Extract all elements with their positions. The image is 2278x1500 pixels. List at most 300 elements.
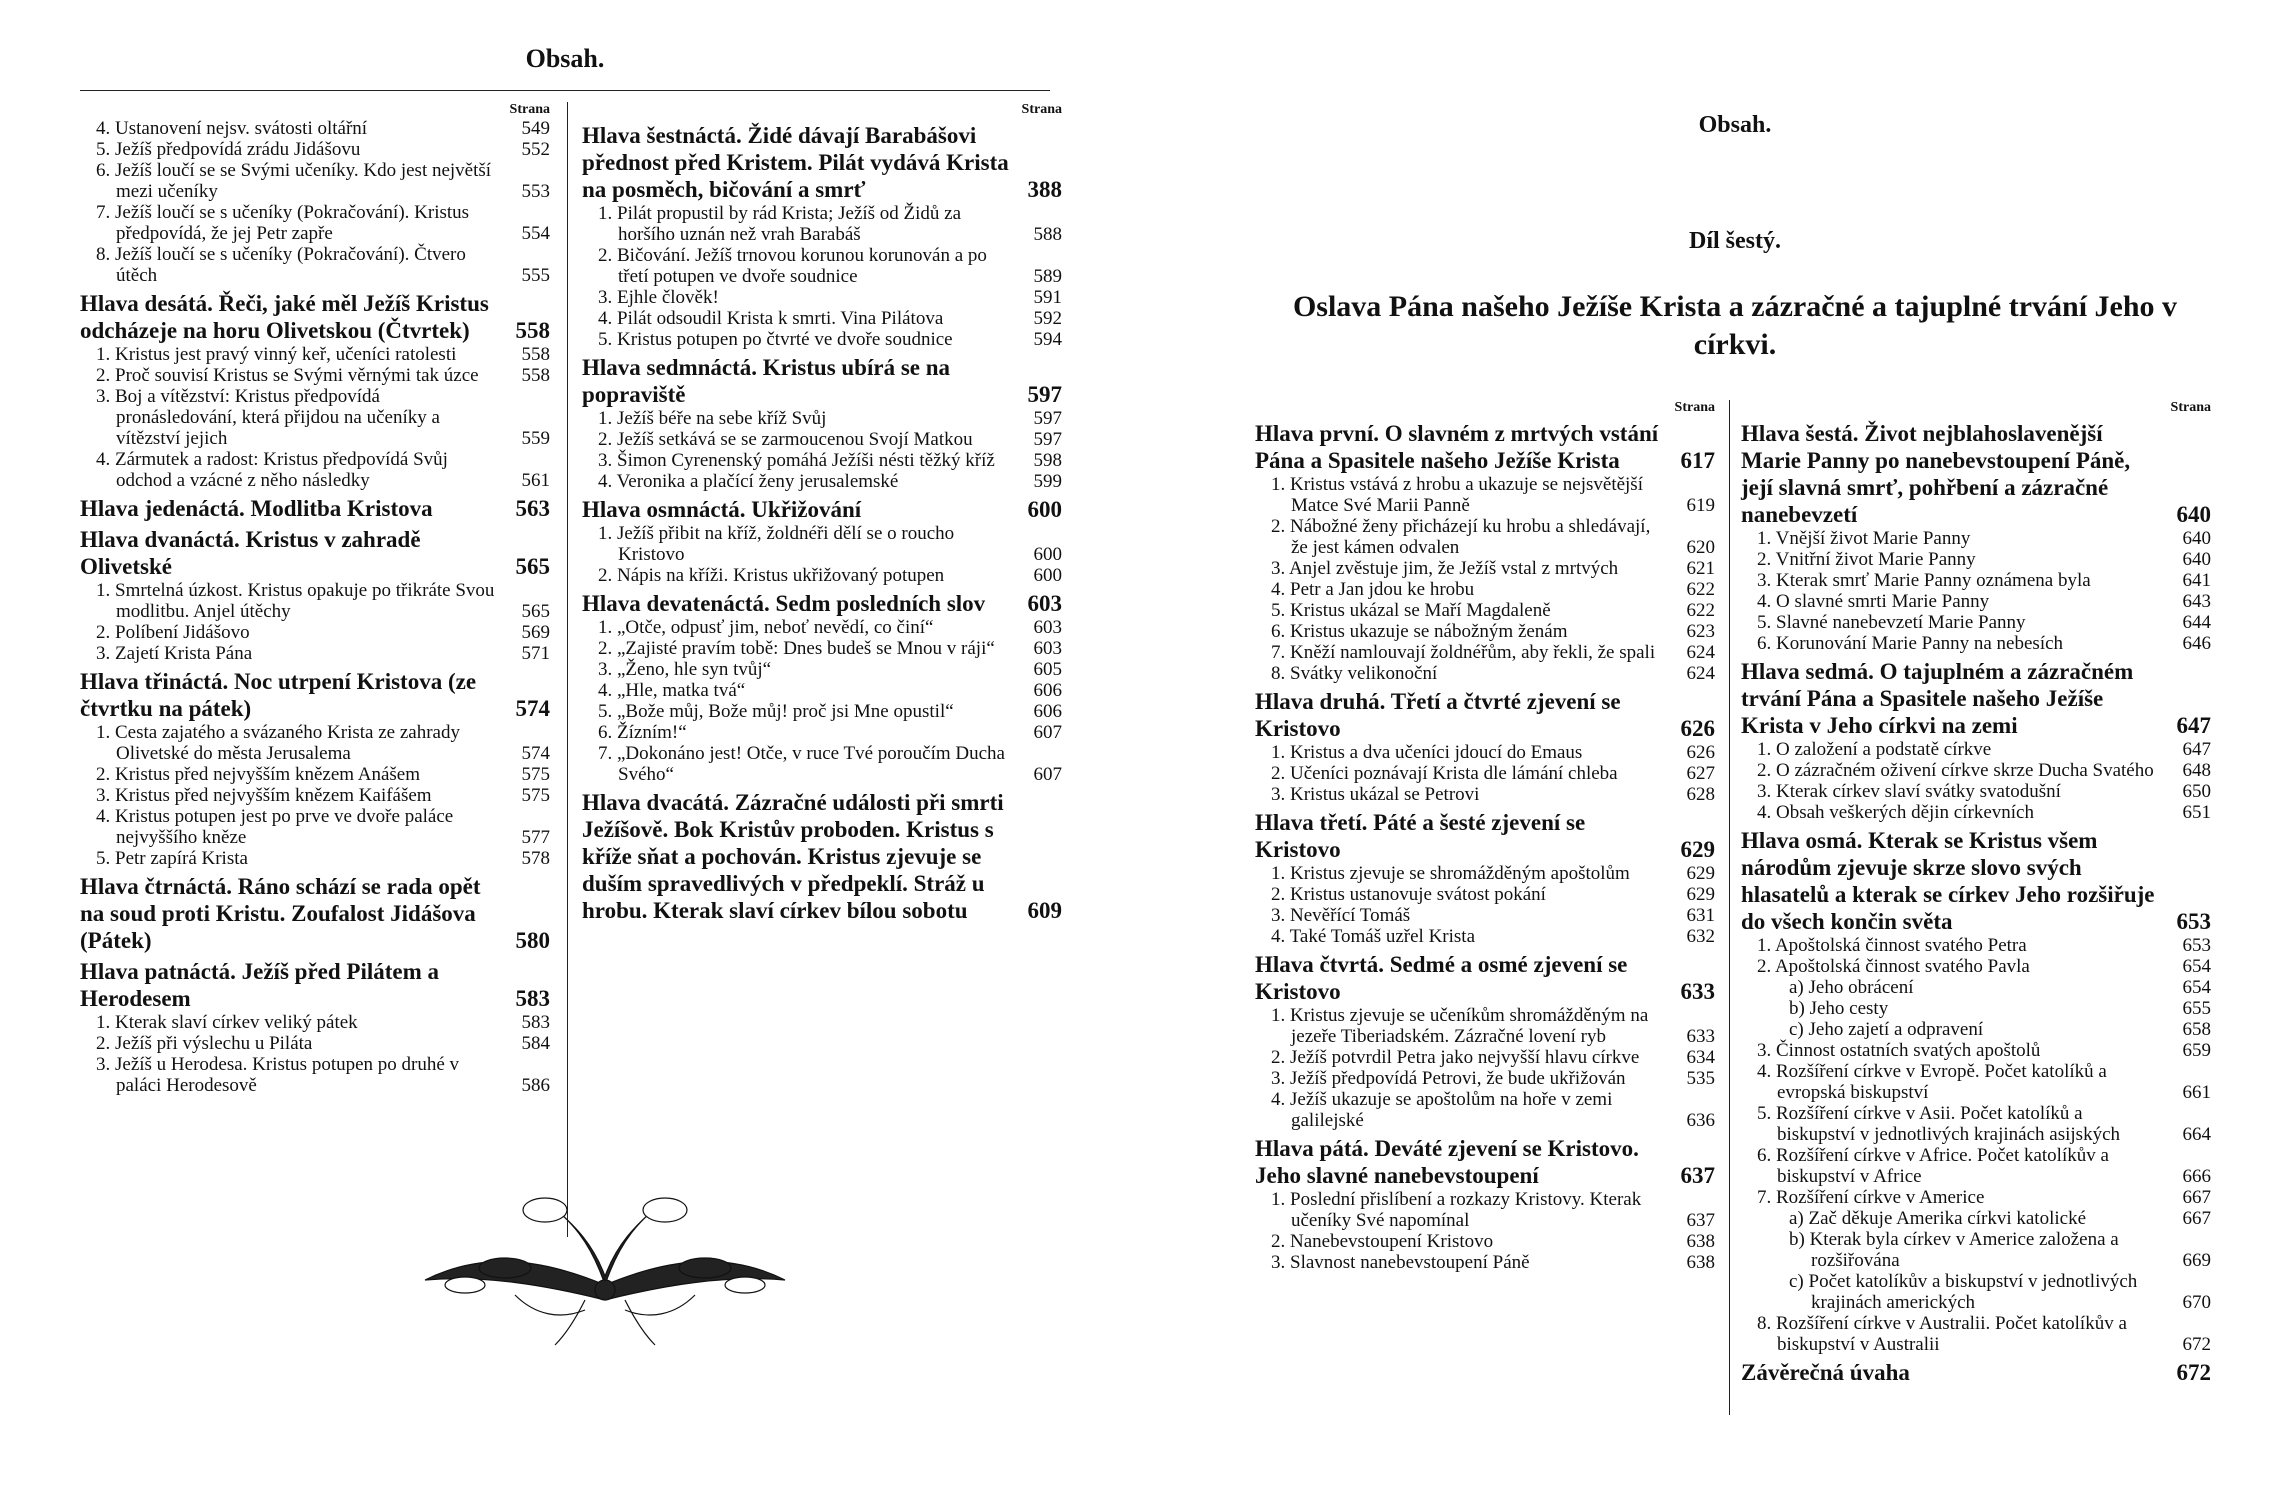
- toc-page-number: 653: [2173, 908, 2212, 935]
- toc-entry-title: Hlava šestnáctá. Židé dávají Barabášovi přednost před Kristem. Pilát vydává Krista na posměch, bičování a smrť: [582, 123, 1009, 202]
- toc-entry-title: Hlava patnáctá. Ježíš před Pilátem a Herodesem: [80, 959, 440, 1011]
- toc-chapter-entry: [80, 873, 550, 954]
- toc-page-number: 641: [2182, 570, 2211, 591]
- toc-entry-title: 4. O slavné smrti Marie Panny: [1757, 591, 1990, 612]
- column-divider: [1729, 400, 1730, 1415]
- toc-page-number: 600: [1024, 496, 1063, 523]
- toc-entry: [80, 643, 550, 664]
- toc-entry-title: 5. „Bože můj, Bože můj! proč jsi Mne opustil“: [598, 701, 954, 722]
- toc-page-number: 659: [2182, 1040, 2211, 1061]
- right-page: [1255, 0, 2215, 1500]
- toc-entry: [582, 203, 1062, 245]
- toc-entry: [1741, 760, 2211, 781]
- toc-chapter-entry: [80, 958, 550, 1012]
- toc-entry: [80, 1054, 550, 1096]
- toc-page-number: 653: [2182, 935, 2211, 956]
- toc-entry: [1255, 926, 1715, 947]
- toc-entry-title: Hlava desátá. Řeči, jaké měl Ježíš Kristus odcházeje na horu Olivetskou (Čtvrtek): [80, 291, 489, 343]
- toc-page-number: 609: [1024, 897, 1063, 924]
- toc-page-number: 580: [512, 927, 551, 954]
- toc-entry: [1741, 1040, 2211, 1061]
- toc-entry-title: 3. „Ženo, hle syn tvůj“: [598, 659, 772, 680]
- toc-page-number: 619: [1686, 495, 1715, 516]
- strana-label: Strana: [509, 102, 550, 117]
- toc-page-number: 606: [1033, 701, 1062, 722]
- toc-entry-title: 1. O založení a podstatě církve: [1757, 739, 1992, 760]
- toc-entry: [80, 806, 550, 848]
- toc-entry-title: 5. Slavné nanebevzetí Marie Panny: [1757, 612, 2026, 633]
- toc-chapter-entry: [582, 354, 1062, 408]
- toc-entry-title: 2. Vnitřní život Marie Panny: [1757, 549, 1976, 570]
- toc-entry-title: 3. Kterak smrť Marie Panny oznámena byla: [1757, 570, 2091, 591]
- toc-page-number: 558: [521, 344, 550, 365]
- toc-entry-title: Hlava čtrnáctá. Ráno schází se rada opět na soud proti Kristu. Zoufalost Jidášova (Pátek): [80, 874, 481, 953]
- toc-entry-title: 5. Kristus potupen po čtvrté ve dvoře soudnice: [598, 329, 953, 350]
- toc-entry: [1741, 1313, 2211, 1355]
- toc-entry: [1741, 802, 2211, 823]
- toc-entry-title: Hlava třetí. Páté a šesté zjevení se Kristovo: [1255, 810, 1586, 862]
- toc-page-number: 647: [2173, 712, 2212, 739]
- toc-page-number: 597: [1033, 408, 1062, 429]
- toc-entry-title: 1. Poslední přislíbení a rozkazy Kristovy. Kterak učeníky Své napomínal: [1271, 1189, 1642, 1231]
- toc-entry: [1255, 558, 1715, 579]
- toc-entry: [1741, 956, 2211, 977]
- toc-entry: [1741, 1019, 2211, 1040]
- toc-page-number: 600: [1033, 544, 1062, 565]
- toc-entry: [80, 449, 550, 491]
- toc-entry-title: 2. Nábožné ženy přicházejí ku hrobu a shledávají, že jest kámen odvalen: [1271, 516, 1651, 558]
- toc-entry: [582, 680, 1062, 701]
- toc-page-number: 661: [2182, 1082, 2211, 1103]
- toc-entry-title: Hlava devatenáctá. Sedm posledních slov: [582, 591, 986, 616]
- toc-entry: [80, 785, 550, 806]
- toc-entry-title: 5. Rozšíření církve v Asii. Počet katolíků a biskupství v jednotlivých krajinách asijských: [1757, 1103, 2121, 1145]
- toc-page-number: 553: [521, 181, 550, 202]
- toc-entry-title: 8. Svátky velikonoční: [1271, 663, 1438, 684]
- toc-entry-title: a) Jeho obrácení: [1789, 977, 1914, 998]
- toc-entry-title: 2. Nanebevstoupení Kristovo: [1271, 1231, 1494, 1252]
- toc-page-number: 617: [1677, 447, 1716, 474]
- toc-entry-title: b) Kterak byla církev v Americe založena a rozšiřována: [1789, 1229, 2119, 1271]
- left-page: [60, 0, 1070, 1500]
- toc-chapter-entry: [1741, 658, 2211, 739]
- toc-entry: [1741, 633, 2211, 654]
- toc-chapter-entry: [582, 496, 1062, 523]
- toc-entry-title: 2. Ježíš při výslechu u Piláta: [96, 1033, 313, 1054]
- toc-entry-title: 4. Rozšíření církve v Evropě. Počet katolíků a evropská biskupství: [1757, 1061, 2107, 1103]
- toc-entry: [582, 308, 1062, 329]
- toc-page-number: 569: [521, 622, 550, 643]
- toc-entry: [582, 408, 1062, 429]
- toc-entry-title: Hlava jedenáctá. Modlitba Kristova: [80, 496, 433, 521]
- toc-page-number: 622: [1686, 600, 1715, 621]
- toc-page-number: 629: [1677, 836, 1716, 863]
- toc-chapter-entry: [582, 789, 1062, 924]
- toc-entry-title: 2. Učeníci poznávají Krista dle lámání chleba: [1271, 763, 1618, 784]
- toc-entry-title: 4. „Hle, matka tvá“: [598, 680, 746, 701]
- toc-chapter-entry: [582, 590, 1062, 617]
- toc-entry-title: 6. Kristus ukazuje se nábožným ženám: [1271, 621, 1568, 642]
- toc-entry-title: 3. Boj a vítězství: Kristus předpovídá pronásledování, která přijdou na učeníky a vítězství jejich: [96, 386, 440, 449]
- toc-entry-title: a) Zač děkuje Amerika církvi katolické: [1789, 1208, 2087, 1229]
- toc-page-number: 574: [512, 695, 551, 722]
- toc-entry: [1741, 528, 2211, 549]
- toc-page-number: 628: [1686, 784, 1715, 805]
- toc-chapter-entry: [80, 526, 550, 580]
- toc-chapter-entry: [80, 495, 550, 522]
- toc-entry: [582, 722, 1062, 743]
- toc-entry-title: 6. Žízním!“: [598, 722, 687, 743]
- toc-entry: [1741, 1103, 2211, 1145]
- toc-page-number: 575: [521, 764, 550, 785]
- toc-entry-title: 7. Rozšíření církve v Americe: [1757, 1187, 1985, 1208]
- toc-chapter-entry: [1255, 688, 1715, 742]
- toc-page-number: 672: [2173, 1359, 2212, 1386]
- toc-entry: [1255, 1005, 1715, 1047]
- toc-entry-title: 1. Pilát propustil by rád Krista; Ježíš od Židů za horšího uznán než vrah Barabáš: [598, 203, 962, 245]
- toc-entry: [1741, 739, 2211, 760]
- toc-entry: [1741, 935, 2211, 956]
- toc-entry-title: 3. Slavnost nanebevstoupení Páně: [1271, 1252, 1530, 1273]
- toc-page-number: 648: [2182, 760, 2211, 781]
- toc-page-number: 586: [521, 1075, 550, 1096]
- toc-entry-title: 4. Zármutek a radost: Kristus předpovídá Svůj odchod a vzácné z něho následky: [96, 449, 448, 491]
- toc-entry-title: Hlava pátá. Deváté zjevení se Kristovo. Jeho slavné nanebevstoupení: [1255, 1136, 1639, 1188]
- toc-page-number: 669: [2182, 1250, 2211, 1271]
- toc-page-number: 571: [521, 643, 550, 664]
- toc-entry: [1255, 742, 1715, 763]
- toc-entry-title: 2. O zázračném oživení církve skrze Ducha Svatého: [1757, 760, 2154, 781]
- toc-entry-title: 2. Ježíš potvrdil Petra jako nejvyšší hlavu církve: [1271, 1047, 1640, 1068]
- toc-page-number: 578: [521, 848, 550, 869]
- right-page-header: Obsah.: [1698, 112, 1772, 138]
- toc-page-number: 651: [2182, 802, 2211, 823]
- toc-entry: [80, 1012, 550, 1033]
- toc-page-number: 627: [1686, 763, 1715, 784]
- toc-entry: [1255, 642, 1715, 663]
- toc-entry-title: 4. Petr a Jan jdou ke hrobu: [1271, 579, 1475, 600]
- toc-entry-title: 2. Políbení Jidášovo: [96, 622, 250, 643]
- toc-page-number: 622: [1686, 579, 1715, 600]
- right-page-column-1: [1255, 400, 1715, 1273]
- toc-entry-title: 2. Kristus před nejvyšším knězem Anášem: [96, 764, 421, 785]
- right-page-column-2: [1741, 400, 2211, 1386]
- toc-entry-title: 1. Kristus a dva učeníci jdoucí do Emaus: [1271, 742, 1583, 763]
- toc-entry-title: 3. Anjel zvěstuje jim, že Ježíš vstal z mrtvých: [1271, 558, 1619, 579]
- toc-entry-title: 4. Ježíš ukazuje se apoštolům na hoře v zemi galilejské: [1271, 1089, 1613, 1131]
- toc-entry: [1255, 1089, 1715, 1131]
- toc-entry-title: 1. Vnější život Marie Panny: [1757, 528, 1971, 549]
- toc-entry-title: 2. „Zajisté pravím tobě: Dnes budeš se Mnou v ráji“: [598, 638, 995, 659]
- toc-entry-title: 1. Ježíš béře na sebe kříž Svůj: [598, 408, 827, 429]
- toc-page-number: 664: [2182, 1124, 2211, 1145]
- toc-entry-title: 1. Kristus jest pravý vinný keř, učeníci ratolesti: [96, 344, 457, 365]
- toc-chapter-entry: [1255, 420, 1715, 474]
- toc-entry-title: 1. „Otče, odpusť jim, neboť nevědí, co činí“: [598, 617, 934, 638]
- toc-entry: [1255, 863, 1715, 884]
- toc-page-number: 654: [2182, 956, 2211, 977]
- toc-page-number: 624: [1686, 642, 1715, 663]
- part-title: Oslava Pána našeho Ježíše Krista a zázračné a tajuplné trvání Jeho v církvi.: [1292, 290, 2178, 361]
- toc-entry-title: 1. Ježíš přibit na kříž, žoldnéři dělí se o roucho Kristovo: [598, 523, 955, 565]
- toc-page-number: 667: [2182, 1208, 2211, 1229]
- toc-page-number: 597: [1024, 381, 1063, 408]
- toc-entry-title: 1. Kristus zjevuje se učeníkům shromážděným na jezeře Tiberiadském. Zázračné lovení ryb: [1271, 1005, 1649, 1047]
- toc-entry: [582, 450, 1062, 471]
- toc-entry: [80, 244, 550, 286]
- toc-entry-title: b) Jeho cesty: [1789, 998, 1889, 1019]
- toc-page-number: 621: [1686, 558, 1715, 579]
- toc-entry: [1741, 1229, 2211, 1271]
- toc-entry: [80, 202, 550, 244]
- toc-page-number: 620: [1686, 537, 1715, 558]
- toc-entry-title: 3. Ejhle člověk!: [598, 287, 719, 308]
- toc-page-number: 549: [521, 118, 550, 139]
- toc-page-number: 644: [2182, 612, 2211, 633]
- toc-entry-title: Hlava dvacátá. Zázračné události při smrti Ježíšově. Bok Kristův proboden. Kristus s kříže sňat a pochován. Kristus zjevuje se duším spravedlivých v předpeklí. Stráž u hrobu. Kterak slaví církev bílou sobotu: [582, 790, 1004, 923]
- toc-entry-title: 2. Kristus ustanovuje svátost pokání: [1271, 884, 1546, 905]
- toc-page-number: 658: [2182, 1019, 2211, 1040]
- toc-chapter-entry: [1741, 1359, 2211, 1386]
- toc-page-number: 599: [1033, 471, 1062, 492]
- toc-page-number: 626: [1677, 715, 1716, 742]
- toc-page-number: 561: [521, 470, 550, 491]
- toc-entry-title: Hlava osmá. Kterak se Kristus všem národům zjevuje skrze slovo svých hlasatelů a kterak se církev Jeho rozšiřuje do všech končin světa: [1741, 828, 2155, 934]
- toc-page-number: 565: [512, 553, 551, 580]
- toc-page-number: 597: [1033, 429, 1062, 450]
- toc-page-number: 666: [2182, 1166, 2211, 1187]
- toc-entry: [582, 659, 1062, 680]
- toc-entry: [582, 245, 1062, 287]
- toc-entry-title: 4. Kristus potupen jest po prve ve dvoře paláce nejvyššího kněze: [96, 806, 454, 848]
- toc-entry: [1741, 1208, 2211, 1229]
- floral-ornament: [395, 1190, 815, 1350]
- column-divider: [567, 102, 568, 1237]
- toc-entry-title: 8. Ježíš loučí se s učeníky (Pokračování). Čtvero útěch: [96, 244, 466, 286]
- toc-page-number: 388: [1024, 176, 1063, 203]
- toc-entry: [1255, 516, 1715, 558]
- toc-entry: [1741, 781, 2211, 802]
- toc-entry: [582, 471, 1062, 492]
- toc-entry: [1741, 570, 2211, 591]
- toc-chapter-entry: [582, 122, 1062, 203]
- toc-chapter-entry: [1255, 1135, 1715, 1189]
- toc-page-number: 629: [1686, 884, 1715, 905]
- toc-chapter-entry: [1741, 827, 2211, 935]
- toc-entry: [1741, 1271, 2211, 1313]
- toc-entry: [582, 429, 1062, 450]
- toc-entry: [1255, 1189, 1715, 1231]
- toc-entry-title: Hlava dvanáctá. Kristus v zahradě Olivetské: [80, 527, 421, 579]
- toc-entry: [80, 764, 550, 785]
- toc-entry-title: 3. Činnost ostatních svatých apoštolů: [1757, 1040, 2041, 1061]
- toc-page-number: 607: [1033, 722, 1062, 743]
- toc-entry-title: 2. Proč souvisí Kristus se Svými věrnými tak úzce: [96, 365, 479, 386]
- toc-entry: [1741, 1145, 2211, 1187]
- toc-entry-title: 4. Také Tomáš uzřel Krista: [1271, 926, 1475, 947]
- toc-chapter-entry: [1255, 809, 1715, 863]
- toc-page-number: 575: [521, 785, 550, 806]
- toc-page-number: 640: [2173, 501, 2212, 528]
- toc-entry: [1255, 763, 1715, 784]
- toc-page-number: 637: [1677, 1162, 1716, 1189]
- toc-page-number: 623: [1686, 621, 1715, 642]
- toc-entry-title: 7. Ježíš loučí se s učeníky (Pokračování). Kristus předpovídá, že jej Petr zapře: [96, 202, 470, 244]
- toc-chapter-entry: [1741, 420, 2211, 528]
- toc-entry-title: 2. Bičování. Ježíš trnovou korunou korunován a po třetí potupen ve dvoře soudnice: [598, 245, 987, 287]
- toc-entry: [1255, 579, 1715, 600]
- toc-page-number: 603: [1033, 617, 1062, 638]
- toc-entry-title: 7. Kněží namlouvají žoldnéřům, aby řekli, že spali: [1271, 642, 1656, 663]
- toc-entry: [80, 386, 550, 449]
- toc-page-number: 643: [2182, 591, 2211, 612]
- toc-entry-title: 5. Ježíš předpovídá zrádu Jidášovu: [96, 139, 361, 160]
- toc-page-number: 624: [1686, 663, 1715, 684]
- toc-entry: [582, 617, 1062, 638]
- toc-page-number: 554: [521, 223, 550, 244]
- toc-chapter-entry: [80, 290, 550, 344]
- toc-entry-title: Hlava třináctá. Noc utrpení Kristova (ze čtvrtku na pátek): [80, 669, 477, 721]
- toc-page-number: 535: [1686, 1068, 1715, 1089]
- toc-entry: [1255, 600, 1715, 621]
- toc-entry: [582, 743, 1062, 785]
- toc-entry-title: Hlava šestá. Život nejblahoslavenější Marie Panny po nanebevstoupení Páně, její slavná smrť, pohřbení a zázračné nanebevzetí: [1741, 421, 2131, 527]
- toc-entry-title: 2. Ježíš setkává se se zarmoucenou Svojí Matkou: [598, 429, 973, 450]
- toc-page-number: 637: [1686, 1210, 1715, 1231]
- toc-page-number: 592: [1033, 308, 1062, 329]
- toc-page-number: 600: [1033, 565, 1062, 586]
- toc-entry-title: 4. Obsah veškerých dějin církevních: [1757, 802, 2034, 823]
- toc-entry-title: 5. Petr zapírá Krista: [96, 848, 248, 869]
- toc-page-number: 558: [521, 365, 550, 386]
- toc-entry-title: 3. Kterak církev slaví svátky svatodušní: [1757, 781, 2061, 802]
- toc-page-number: 605: [1033, 659, 1062, 680]
- toc-page-number: 629: [1686, 863, 1715, 884]
- toc-entry-title: 1. Smrtelná úzkost. Kristus opakuje po třikráte Svou modlitbu. Anjel útěchy: [96, 580, 495, 622]
- toc-entry: [582, 287, 1062, 308]
- toc-entry: [1255, 663, 1715, 684]
- toc-entry: [582, 523, 1062, 565]
- toc-entry: [1741, 1061, 2211, 1103]
- toc-entry: [80, 365, 550, 386]
- toc-entry: [80, 344, 550, 365]
- toc-entry: [1741, 998, 2211, 1019]
- toc-entry: [1741, 549, 2211, 570]
- toc-page-number: 634: [1686, 1047, 1715, 1068]
- toc-entry: [80, 1033, 550, 1054]
- toc-page-number: 574: [521, 743, 550, 764]
- toc-entry: [1255, 1252, 1715, 1273]
- toc-page-number: 632: [1686, 926, 1715, 947]
- strana-label: Strana: [1674, 400, 1715, 415]
- toc-page-number: 672: [2182, 1334, 2211, 1355]
- toc-entry: [1255, 1231, 1715, 1252]
- toc-entry: [1255, 1047, 1715, 1068]
- toc-entry: [80, 848, 550, 869]
- toc-entry-title: c) Jeho zajetí a odpravení: [1789, 1019, 1984, 1040]
- toc-page-number: 607: [1033, 764, 1062, 785]
- toc-entry: [1255, 784, 1715, 805]
- toc-entry-title: 3. Šimon Cyrenenský pomáhá Ježíši nésti těžký kříž: [598, 450, 995, 471]
- toc-entry: [1741, 1187, 2211, 1208]
- toc-entry-title: 1. Cesta zajatého a svázaného Krista ze zahrady Olivetské do města Jerusalema: [96, 722, 460, 764]
- toc-page-number: 583: [521, 1012, 550, 1033]
- toc-entry-title: Hlava osmnáctá. Ukřižování: [582, 497, 862, 522]
- toc-entry-title: 6. Rozšíření církve v Africe. Počet katolíkův a biskupství v Africe: [1757, 1145, 2109, 1187]
- toc-page-number: 606: [1033, 680, 1062, 701]
- toc-entry: [80, 139, 550, 160]
- toc-entry-title: 3. Kristus ukázal se Petrovi: [1271, 784, 1480, 805]
- left-page-header: Obsah.: [525, 44, 605, 73]
- toc-entry-title: Hlava sedmá. O tajuplném a zázračném trvání Pána a Spasitele našeho Ježíše Krista v Jeho církvi na zemi: [1741, 659, 2134, 738]
- toc-page-number: 584: [521, 1033, 550, 1054]
- toc-page-number: 589: [1033, 266, 1062, 287]
- toc-entry-title: 4. Ustanovení nejsv. svátosti oltářní: [96, 118, 368, 139]
- toc-entry: [80, 622, 550, 643]
- toc-entry: [582, 701, 1062, 722]
- toc-entry-title: Hlava druhá. Třetí a čtvrté zjevení se Kristovo: [1255, 689, 1621, 741]
- toc-entry: [582, 638, 1062, 659]
- toc-entry-title: Hlava čtvrtá. Sedmé a osmé zjevení se Kristovo: [1255, 952, 1628, 1004]
- toc-entry-title: 3. Ježíš u Herodesa. Kristus potupen po druhé v paláci Herodesově: [96, 1054, 460, 1096]
- toc-entry: [1255, 905, 1715, 926]
- toc-page-number: 594: [1033, 329, 1062, 350]
- toc-entry: [1255, 621, 1715, 642]
- toc-page-number: 647: [2182, 739, 2211, 760]
- header-rule: [80, 90, 1050, 91]
- toc-page-number: 583: [512, 985, 551, 1012]
- toc-page-number: 577: [521, 827, 550, 848]
- toc-page-number: 654: [2182, 977, 2211, 998]
- toc-page-number: 667: [2182, 1187, 2211, 1208]
- toc-chapter-entry: [1255, 951, 1715, 1005]
- toc-page-number: 559: [521, 428, 550, 449]
- toc-entry-title: 7. „Dokonáno jest! Otče, v ruce Tvé poroučím Ducha Svého“: [598, 743, 1005, 785]
- left-page-column-1: [80, 102, 550, 1096]
- toc-page-number: 555: [521, 265, 550, 286]
- toc-page-number: 640: [2182, 528, 2211, 549]
- toc-page-number: 650: [2182, 781, 2211, 802]
- toc-page-number: 631: [1686, 905, 1715, 926]
- part-heading: Díl šestý.: [1689, 228, 1781, 254]
- toc-page-number: 598: [1033, 450, 1062, 471]
- toc-entry-title: 6. Korunování Marie Panny na nebesích: [1757, 633, 2064, 654]
- toc-page-number: 563: [512, 495, 551, 522]
- toc-page-number: 552: [521, 139, 550, 160]
- toc-entry-title: 4. Pilát odsoudil Krista k smrti. Vina Pilátova: [598, 308, 944, 329]
- toc-page-number: 636: [1686, 1110, 1715, 1131]
- toc-entry: [1741, 977, 2211, 998]
- toc-entry-title: Hlava sedmnáctá. Kristus ubírá se na popraviště: [582, 355, 951, 407]
- toc-page-number: 633: [1686, 1026, 1715, 1047]
- toc-entry-title: 2. Apoštolská činnost svatého Pavla: [1757, 956, 2030, 977]
- toc-entry: [1255, 1068, 1715, 1089]
- toc-entry: [1255, 884, 1715, 905]
- toc-entry-title: 3. Kristus před nejvyšším knězem Kaifášem: [96, 785, 432, 806]
- toc-page-number: 640: [2182, 549, 2211, 570]
- toc-entry: [80, 580, 550, 622]
- toc-entry-title: Hlava první. O slavném z mrtvých vstání Pána a Spasitele našeho Ježíše Krista: [1255, 421, 1659, 473]
- toc-entry: [80, 722, 550, 764]
- toc-entry-title: 4. Veronika a plačící ženy jerusalemské: [598, 471, 899, 492]
- toc-page-number: 655: [2182, 998, 2211, 1019]
- toc-page-number: 670: [2182, 1292, 2211, 1313]
- left-page-column-2: [582, 102, 1062, 924]
- toc-entry-title: 2. Nápis na kříži. Kristus ukřižovaný potupen: [598, 565, 945, 586]
- toc-entry-title: 3. Ježíš předpovídá Petrovi, že bude ukřižován: [1271, 1068, 1626, 1089]
- toc-entry-title: 1. Apoštolská činnost svatého Petra: [1757, 935, 2027, 956]
- toc-page-number: 558: [512, 317, 551, 344]
